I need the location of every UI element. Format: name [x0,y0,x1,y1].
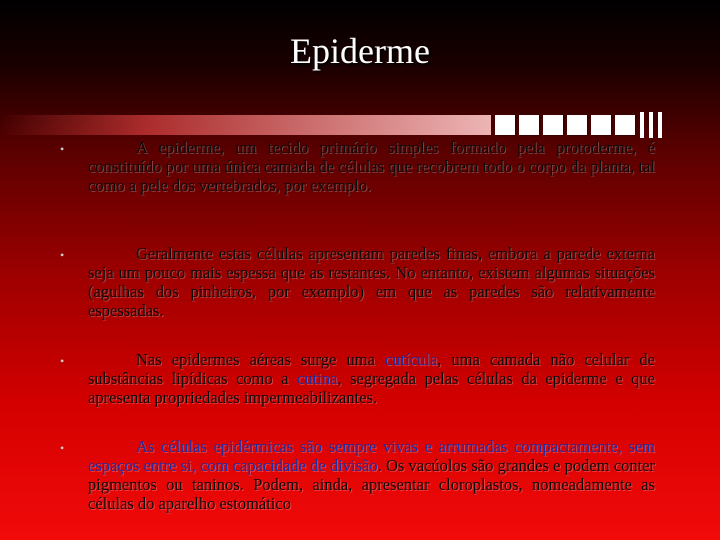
bullet-icon: • [60,441,65,455]
bullet-icon: • [60,354,65,368]
highlighted-term: cutícula [385,350,438,369]
bullet-item [60,437,655,513]
bullet-icon: • [60,142,65,156]
bullet-item [60,138,655,195]
bullet-text [88,244,655,320]
bullet-text [88,437,655,513]
bullet-text-part: , uma camada não celular de substâncias lipídicas como a [88,350,655,388]
bullet-text-part: . Os vacúolos são grandes e podem conter pigmentos ou taninos. Podem, ainda, apresentar cloroplastos, nomeadamente as células do aparelho estomático [88,456,655,513]
bullet-text-part: Nas epidermes aéreas surge uma [136,350,386,369]
bullet-item [60,350,655,407]
bullet-item [60,244,655,320]
slide-title: Epiderme [290,31,430,71]
highlighted-term: cutina [297,369,338,388]
bullet-text-part: A epiderme, um tecido primário simples formado pela protoderme, é constituído por uma única camada de células que recobrem todo o corpo da planta, tal como a pele dos vertebrados, por exemplo. [88,138,655,195]
highlighted-term: As células epidérmicas são sempre vivas e arrumadas compactamente, sem espaços entre si, com capacidade de divisão [88,437,655,475]
bullet-text-part: Geralmente estas células apresentam paredes finas, embora a parede externa seja um pouco mais espessa que as restantes. No entanto, existem algumas situações (agulhas dos pinheiros, por exemplo) em que as paredes são relativamente espessadas. [88,244,655,320]
bullet-icon: • [60,248,65,262]
bullet-text [88,350,655,407]
bullet-text [88,138,655,195]
bullet-text-part: , segregada pelas células da epiderme e que apresenta propriedades impermeabilizantes. [88,369,655,407]
